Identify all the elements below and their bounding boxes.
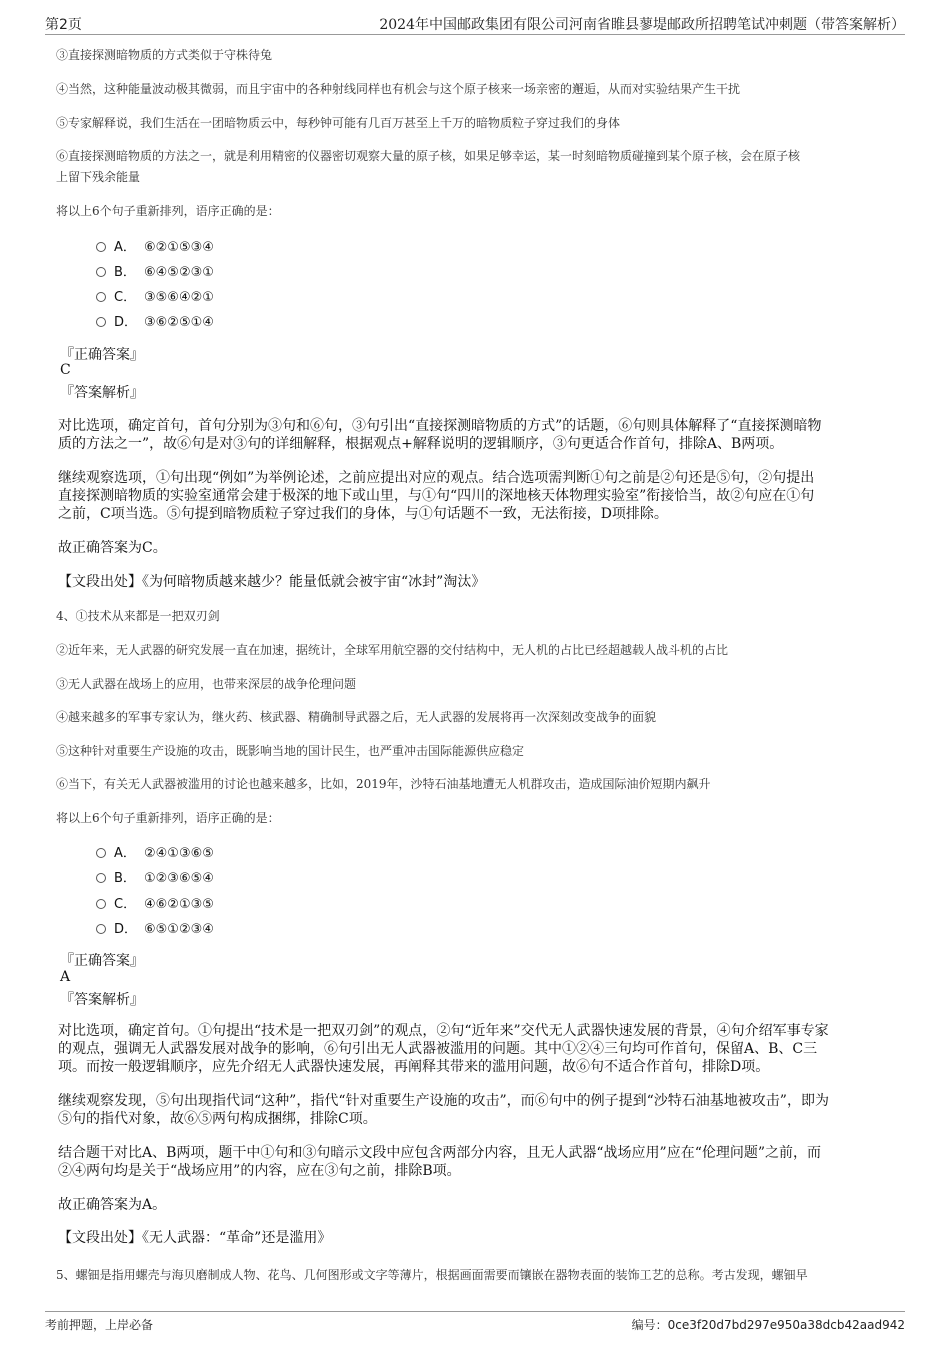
q4-analysis-p2-l2: ⑤句的指代对象，故⑥⑤两句构成捆绑，排除C项。 [58,1111,377,1127]
q4-analysis-p1-l1: 对比选项，确定首句。①句提出“技术是一把双刃剑”的观点，②句“近年来”交代无人武器快速发展的背景，④句介绍军事专家 [58,1023,829,1039]
radio-icon[interactable] [96,924,106,934]
q3-answer: C [60,362,71,378]
radio-icon[interactable] [96,317,106,327]
radio-icon[interactable] [96,267,106,277]
q4-option-c[interactable]: C． ④⑥②①③⑤ [96,896,214,914]
q4-analysis-p1-l3: 项。而按一般逻辑顺序，应先介绍无人武器快速发展，再阐释其带来的滥用问题，故⑥句不适合作首句，排除D项。 [58,1059,770,1075]
q3-source: 【文段出处】《为何暗物质越来越少？能量低就会被宇宙“冰封”淘汰》 [58,574,486,590]
page-number: 第2页 [45,17,82,33]
q4-analysis-label: 『答案解析』 [60,992,144,1008]
q3-sentence-6-line2: 上留下残余能量 [56,170,141,184]
q3-analysis-p2-l2: 直接探测暗物质的实验室通常会建于极深的地下或山里，与①句“四川的深地核天体物理实验室”衔接恰当，故②句应在①句 [58,488,815,504]
q4-sentence-4: ④越来越多的军事专家认为，继火药、核武器、精确制导武器之后，无人武器的发展将再一次深刻改变战争的面貌 [56,710,657,724]
q3-answer-label: 『正确答案』 [60,347,144,363]
page-header [45,12,905,35]
q4-analysis-p1-l2: 的观点，强调无人武器发展对战争的影响，⑥句引出无人武器被滥用的问题。其中①②④三句均可作首句，保留A、B、C三 [58,1041,818,1057]
page-footer [45,1311,905,1342]
radio-icon[interactable] [96,292,106,302]
q3-sentence-3: ③直接探测暗物质的方式类似于守株待兔 [56,48,273,62]
q4-option-b[interactable]: B． ①②③⑥⑤④ [96,870,214,888]
q3-option-b[interactable]: B． ⑥④⑤②③① [96,264,214,282]
q4-analysis-p3-l1: 结合题干对比A、B两项，题干中①句和③句暗示文段中应包含两部分内容，且无人武器“战场应用”应在“伦理问题”之前，而 [58,1145,822,1161]
q3-analysis-label: 『答案解析』 [60,385,144,401]
q4-sentence-6: ⑥当下，有关无人武器被滥用的讨论也越来越多，比如，2019年，沙特石油基地遭无人机群攻击，造成国际油价短期内飙升 [56,777,711,791]
q3-analysis-p2-l1: 继续观察选项，①句出现“例如”为举例论述，之前应提出对应的观点。结合选项需判断①句之前是②句还是⑤句，②句提出 [58,470,815,486]
q4-sentence-1: 4、①技术从来都是一把双刃剑 [56,609,220,623]
q4-sentence-3: ③无人武器在战场上的应用，也带来深层的战争伦理问题 [56,677,357,691]
document-title: 2024年中国邮政集团有限公司河南省睢县蓼堤邮政所招聘笔试冲刺题（带答案解析） [379,17,905,33]
q3-option-d[interactable]: D． ③⑥②⑤①④ [96,314,214,332]
footer-slogan: 考前押题，上岸必备 [45,1318,154,1332]
q4-sentence-5: ⑤这种针对重要生产设施的攻击，既影响当地的国计民生，也严重冲击国际能源供应稳定 [56,744,525,758]
q4-prompt: 将以上6个句子重新排列，语序正确的是： [56,811,280,825]
q3-prompt: 将以上6个句子重新排列，语序正确的是： [56,204,280,218]
q4-source: 【文段出处】《无人武器：“革命”还是滥用》 [58,1230,332,1246]
q4-answer-label: 『正确答案』 [60,953,144,969]
q3-option-c[interactable]: C． ③⑤⑥④②① [96,289,214,307]
q4-option-a[interactable]: A． ②④①③⑥⑤ [96,845,214,863]
q3-conclusion: 故正确答案为C。 [58,540,167,556]
radio-icon[interactable] [96,242,106,252]
radio-icon[interactable] [96,873,106,883]
q3-analysis-p1-l2: 质的方法之一”，故⑥句是对③句的详细解释，根据观点+解释说明的逻辑顺序，③句更适合作首句，排除A、B两项。 [58,436,784,452]
q4-analysis-p2-l1: 继续观察发现，⑤句出现指代词“这种”，指代“针对重要生产设施的攻击”，而⑥句中的例子提到“沙特石油基地被攻击”，即为 [58,1093,829,1109]
radio-icon[interactable] [96,899,106,909]
q3-analysis-p2-l3: 之前，C项当选。⑤句提到暗物质粒子穿过我们的身体，与①句话题不一致，无法衔接，D项排除。 [58,506,668,522]
q4-option-d[interactable]: D． ⑥⑤①②③④ [96,921,214,939]
q4-conclusion: 故正确答案为A。 [58,1197,167,1213]
q5-sentence-1: 5、螺钿是指用螺壳与海贝磨制成人物、花鸟、几何图形或文字等薄片，根据画面需要而镶嵌在器物表面的装饰工艺的总称。考古发现，螺钿早 [56,1268,808,1282]
q4-sentence-2: ②近年来，无人武器的研究发展一直在加速，据统计，全球军用航空器的交付结构中，无人机的占比已经超越载人战斗机的占比 [56,643,729,657]
footer-code: 编号：0ce3f20d7bd297e950a38dcb42aad942 [631,1318,905,1332]
q4-answer: A [60,969,71,985]
q3-sentence-4: ④当然，这种能量波动极其微弱，而且宇宙中的各种射线同样也有机会与这个原子核来一场亲密的邂逅，从而对实验结果产生干扰 [56,82,741,96]
q3-sentence-5: ⑤专家解释说，我们生活在一团暗物质云中，每秒钟可能有几百万甚至上千万的暗物质粒子穿过我们的身体 [56,116,621,130]
q3-option-a[interactable]: A． ⑥②①⑤③④ [96,239,214,257]
q4-analysis-p3-l2: ②④两句均是关于“战场应用”的内容，应在③句之前，排除B项。 [58,1163,461,1179]
q3-sentence-6-line1: ⑥直接探测暗物质的方法之一，就是利用精密的仪器密切观察大量的原子核，如果足够幸运，某一时刻暗物质碰撞到某个原子核，会在原子核 [56,149,801,163]
q3-analysis-p1-l1: 对比选项，确定首句，首句分别为③句和⑥句，③句引出“直接探测暗物质的方式”的话题，⑥句则具体解释了“直接探测暗物 [58,418,822,434]
radio-icon[interactable] [96,848,106,858]
